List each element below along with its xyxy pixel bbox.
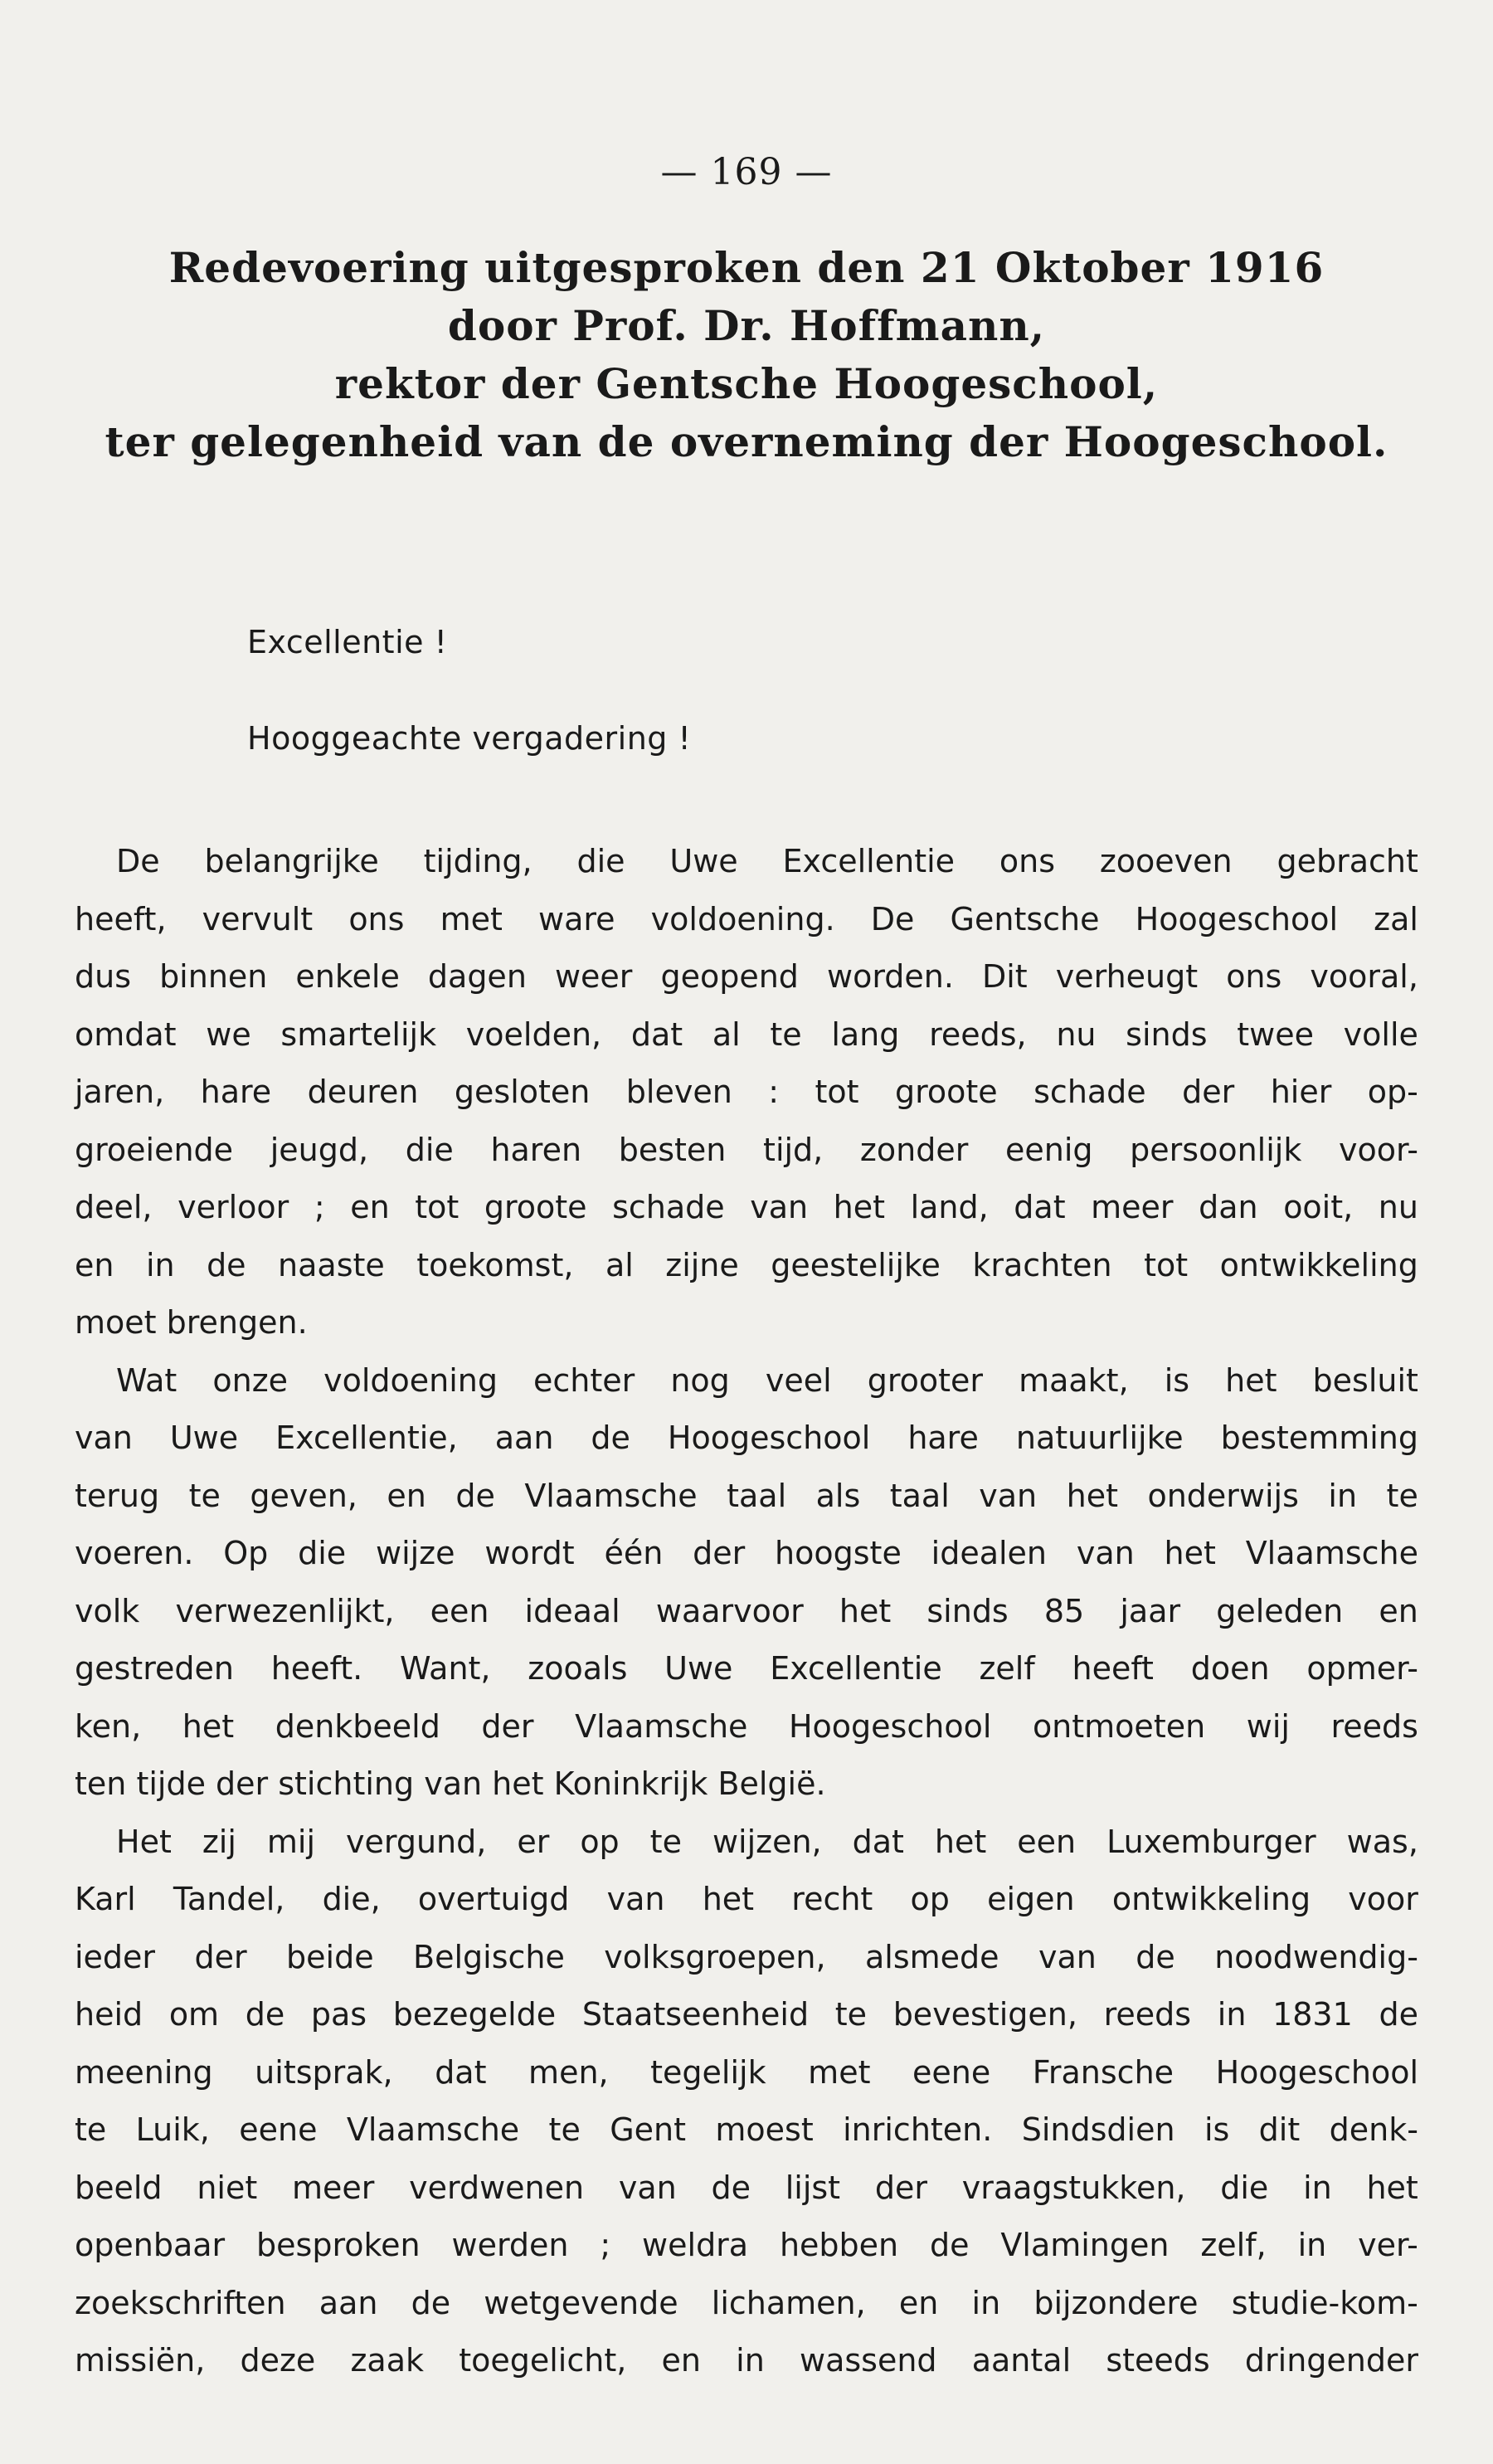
text-line: beeld niet meer verdwenen van de lijst der vraagstukken, die in het — [75, 2169, 1418, 2206]
text-line: Karl Tandel, die, overtuigd van het recht op eigen ontwikkeling voor — [75, 1881, 1418, 1917]
text-line: omdat we smartelijk voelden, dat al te lang reeds, nu sinds twee volle — [75, 1015, 1418, 1053]
text-line: Wat onze voldoening echter nog veel grooter maakt, is het besluit — [116, 1361, 1418, 1399]
text-line: terug te geven, en de Vlaamsche taal als taal van het onderwijs in te — [75, 1477, 1418, 1514]
text-line: De belangrijke tijding, die Uwe Excellentie ons zooeven gebracht — [116, 843, 1418, 879]
text-line: missiën, deze zaak toegelicht, en in wassend aantal steeds dringender — [75, 2342, 1418, 2379]
text-line: zoekschriften aan de wetgevende lichamen, en in bijzondere studie-kom- — [75, 2284, 1418, 2321]
speech-title — [83, 239, 1410, 471]
text-line: deel, verloor ; en tot groote schade van het land, dat meer dan ooit, nu — [75, 1189, 1418, 1225]
text-line: ten tijde der stichting van het Koninkrijk België. — [75, 1765, 826, 1802]
title-line: Redevoering uitgesproken den 21 Oktober 1916 — [168, 243, 1325, 292]
text-line: moet brengen. — [75, 1304, 308, 1341]
title-line: rektor der Gentsche Hoogeschool, — [334, 359, 1159, 408]
text-line: groeiende jeugd, die haren besten tijd, zonder eenig persoonlijk voor- — [75, 1131, 1418, 1168]
text-line: volk verwezenlijkt, een ideaal waarvoor het sinds 85 jaar geleden en — [75, 1592, 1418, 1629]
text-line: van Uwe Excellentie, aan de Hoogeschool hare natuurlijke bestemming — [75, 1419, 1418, 1456]
text-line: te Luik, eene Vlaamsche te Gent moest inrichten. Sindsdien is dit denk- — [75, 2111, 1418, 2148]
salutation-excellency: Excellentie ! — [247, 624, 448, 660]
text-line: en in de naaste toekomst, al zijne geestelijke krachten tot ontwikkeling — [75, 1246, 1418, 1283]
text-line: Het zij mij vergund, er op te wijzen, dat het een Luxemburger was, — [116, 1823, 1418, 1860]
text-line: dus binnen enkele dagen weer geopend worden. Dit verheugt ons vooral, — [75, 958, 1418, 995]
text-line: ken, het denkbeeld der Vlaamsche Hoogeschool ontmoeten wij reeds — [75, 1707, 1418, 1745]
text-line: meening uitsprak, dat men, tegelijk met eene Fransche Hoogeschool — [75, 2053, 1418, 2091]
text-line: heid om de pas bezegelde Staatseenheid te bevestigen, reeds in 1831 de — [75, 1996, 1418, 2033]
text-line: openbaar besproken werden ; weldra hebben de Vlamingen zelf, in ver- — [75, 2227, 1418, 2263]
title-line: door Prof. Dr. Hoffmann, — [447, 301, 1046, 350]
page-number: — 169 — — [660, 151, 833, 193]
text-line: voeren. Op die wijze wordt één der hoogste idealen van het Vlaamsche — [75, 1535, 1418, 1571]
text-line: heeft, vervult ons met ware voldoening. De Gentsche Hoogeschool zal — [75, 900, 1418, 937]
title-line: ter gelegenheid van de overneming der Hoogeschool. — [105, 417, 1388, 466]
salutation-assembly: Hooggeachte vergadering ! — [247, 720, 692, 757]
body-text — [75, 833, 1418, 2390]
text-line: gestreden heeft. Want, zooals Uwe Excellentie zelf heeft doen opmer- — [75, 1650, 1418, 1687]
text-line: ieder der beide Belgische volksgroepen, alsmede van de noodwendig- — [75, 1938, 1418, 1975]
text-line: jaren, hare deuren gesloten bleven : tot groote schade der hier op- — [75, 1074, 1418, 1110]
